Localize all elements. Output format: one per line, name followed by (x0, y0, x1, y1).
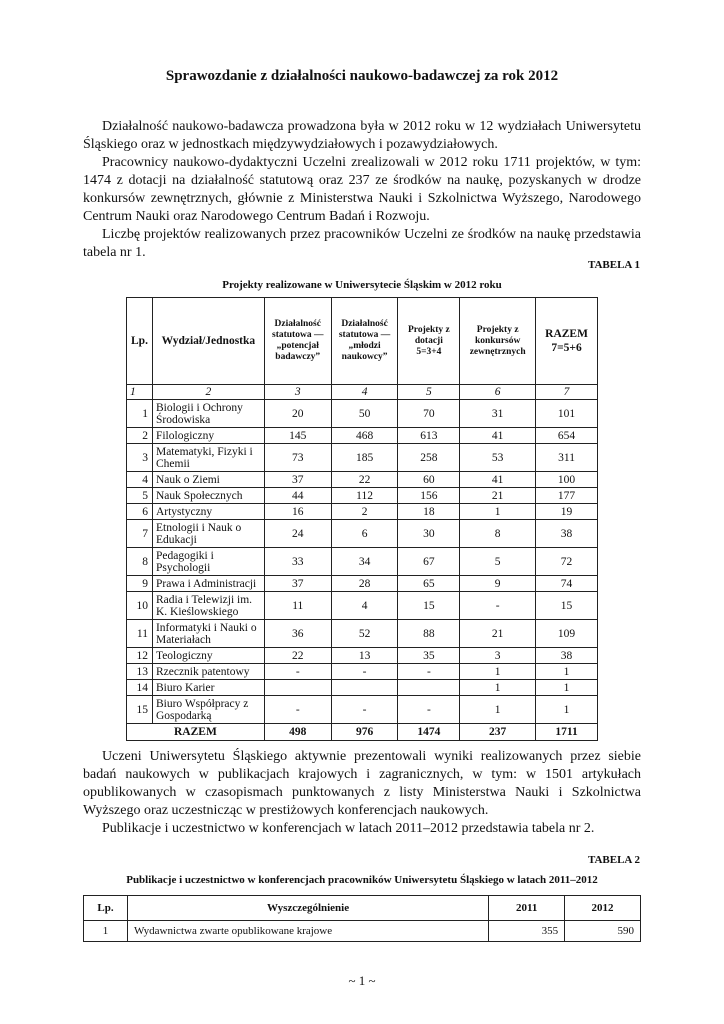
after-paragraph-2: Publikacje i uczestnictwo w konferencjach w latach 2011–2012 przedstawia tabela nr 2. (102, 821, 595, 836)
total-potential: 498 (264, 724, 331, 741)
table1-label: TABELA 1 (587, 259, 640, 271)
row-potential (264, 680, 331, 696)
row-young: 34 (331, 548, 398, 576)
total-sum: 1711 (536, 724, 598, 741)
table-row (127, 400, 598, 428)
row-lp: 15 (127, 696, 153, 724)
table2-label: TABELA 2 (587, 854, 640, 866)
row-total: 109 (536, 620, 598, 648)
row-external: 3 (460, 648, 536, 664)
row-young: 2 (331, 504, 398, 520)
row-external: 21 (460, 620, 536, 648)
page-number: ~ 1 ~ (348, 973, 376, 988)
row-grants: 65 (398, 576, 460, 592)
table-row (127, 648, 598, 664)
col-header-2012: 2012 (565, 896, 641, 921)
row-young: 52 (331, 620, 398, 648)
row-grants: - (398, 664, 460, 680)
row-lp: 14 (127, 680, 153, 696)
table-row (127, 428, 598, 444)
column-index-row (127, 385, 598, 400)
intro-paragraph-2: Pracownicy naukowo-dydaktyczni Uczelni zrealizowali w 2012 roku 1711 projektów, w tym: 1474 z dotacji na działalność statutową oraz 237 ze środków na naukę, pozyskanych w drodze konkursów zewnętrznych, głównie z Ministerstwa Nauki i Szkolnictwa Wyższego, Narodowego Centrum Nauki oraz Narodowego Centrum Badań i Rozwoju. (83, 155, 641, 224)
index-cell: 3 (264, 385, 331, 400)
row-total: 654 (536, 428, 598, 444)
row-total: 15 (536, 592, 598, 620)
row-total: 100 (536, 472, 598, 488)
row-unit-name: Biologii i Ochrony Środowiska (152, 400, 264, 428)
publications-table (83, 895, 641, 942)
col-header-total: RAZEM 7=5+6 (536, 298, 598, 385)
row-grants: - (398, 696, 460, 724)
row-external: 1 (460, 696, 536, 724)
row-grants: 156 (398, 488, 460, 504)
table-row (127, 576, 598, 592)
col-header-young: Działalność statutowa — „młodzi naukowcy” (331, 298, 398, 385)
row-unit-name: Nauk Społecznych (152, 488, 264, 504)
row-total: 19 (536, 504, 598, 520)
table-row (127, 444, 598, 472)
row-lp: 7 (127, 520, 153, 548)
row-unit-name: Artystyczny (152, 504, 264, 520)
row-lp: 13 (127, 664, 153, 680)
row-grants: 60 (398, 472, 460, 488)
row-grants: 258 (398, 444, 460, 472)
table2-header-row (84, 896, 641, 921)
row-young: 185 (331, 444, 398, 472)
row-external: 1 (460, 504, 536, 520)
col-header-2011: 2011 (489, 896, 565, 921)
row-grants: 30 (398, 520, 460, 548)
row-2011: 355 (489, 921, 565, 942)
table2-caption: Publikacje i uczestnictwo w konferencjach pracowników Uniwersytetu Śląskiego w latach 2011–2012 (126, 874, 598, 886)
after-paragraph-1: Uczeni Uniwersytetu Śląskiego aktywnie prezentowali wyniki realizowanych przez siebie badań naukowych w publikacjach krajowych i zagranicznych, w tym: w 1501 artykułach opublikowanych w czasopismach punktowanych z listy Ministerstwa Nauki i Szkolnictwa Wyższego oraz uczestnicząc w prestiżowych konferencjach naukowych. (83, 749, 641, 818)
row-total: 1 (536, 680, 598, 696)
table-row (127, 520, 598, 548)
row-potential: 145 (264, 428, 331, 444)
index-cell: 1 (127, 385, 153, 400)
row-potential: 73 (264, 444, 331, 472)
row-external: 41 (460, 428, 536, 444)
row-potential: 44 (264, 488, 331, 504)
row-external: 31 (460, 400, 536, 428)
row-unit-name: Prawa i Administracji (152, 576, 264, 592)
row-grants (398, 680, 460, 696)
total-grants: 1474 (398, 724, 460, 741)
row-grants: 67 (398, 548, 460, 576)
row-lp: 3 (127, 444, 153, 472)
row-total: 38 (536, 520, 598, 548)
row-potential: 36 (264, 620, 331, 648)
row-potential: 24 (264, 520, 331, 548)
row-unit-name: Pedagogiki i Psychologii (152, 548, 264, 576)
row-young: 13 (331, 648, 398, 664)
row-description: Wydawnictwa zwarte opublikowane krajowe (127, 921, 488, 942)
row-external: 21 (460, 488, 536, 504)
row-lp: 8 (127, 548, 153, 576)
row-total: 1 (536, 696, 598, 724)
row-unit-name: Biuro Współpracy z Gospodarką (152, 696, 264, 724)
table-header-row (127, 298, 598, 385)
row-external: - (460, 592, 536, 620)
row-unit-name: Rzecznik patentowy (152, 664, 264, 680)
row-young: 50 (331, 400, 398, 428)
row-potential: 11 (264, 592, 331, 620)
row-young: - (331, 696, 398, 724)
row-unit-name: Biuro Karier (152, 680, 264, 696)
col-header-unit: Wydział/Jednostka (152, 298, 264, 385)
row-grants: 88 (398, 620, 460, 648)
row-potential: 20 (264, 400, 331, 428)
table-row (127, 664, 598, 680)
index-cell: 2 (152, 385, 264, 400)
row-lp: 5 (127, 488, 153, 504)
row-unit-name: Etnologii i Nauk o Edukacji (152, 520, 264, 548)
row-external: 5 (460, 548, 536, 576)
row-total: 101 (536, 400, 598, 428)
row-external: 1 (460, 664, 536, 680)
col-header-grants: Projekty z dotacji 5=3+4 (398, 298, 460, 385)
row-grants: 35 (398, 648, 460, 664)
table-row (84, 921, 641, 942)
row-potential: 16 (264, 504, 331, 520)
row-young: 22 (331, 472, 398, 488)
index-cell: 6 (460, 385, 536, 400)
row-unit-name: Nauk o Ziemi (152, 472, 264, 488)
col-header-lp: Lp. (84, 896, 128, 921)
row-young: 468 (331, 428, 398, 444)
col-header-potential: Działalność statutowa — „potencjał badawczy” (264, 298, 331, 385)
intro-paragraph-3: Liczbę projektów realizowanych przez pracowników Uczelni ze środków na naukę przedstawia tabela nr 1. (83, 227, 641, 260)
row-young (331, 680, 398, 696)
row-grants: 15 (398, 592, 460, 620)
table-row (127, 504, 598, 520)
row-total: 72 (536, 548, 598, 576)
table-row (127, 472, 598, 488)
table-row (127, 620, 598, 648)
row-grants: 18 (398, 504, 460, 520)
row-unit-name: Teologiczny (152, 648, 264, 664)
col-header-external: Projekty z konkursów zewnętrznych (460, 298, 536, 385)
index-cell: 5 (398, 385, 460, 400)
row-lp: 4 (127, 472, 153, 488)
total-label: RAZEM (127, 724, 265, 741)
row-lp: 1 (84, 921, 128, 942)
row-potential: - (264, 696, 331, 724)
table-row (127, 548, 598, 576)
row-young: 28 (331, 576, 398, 592)
total-young: 976 (331, 724, 398, 741)
row-total: 311 (536, 444, 598, 472)
row-external: 41 (460, 472, 536, 488)
row-young: 112 (331, 488, 398, 504)
row-potential: - (264, 664, 331, 680)
table-row (127, 696, 598, 724)
index-cell: 7 (536, 385, 598, 400)
row-external: 1 (460, 680, 536, 696)
table-row (127, 680, 598, 696)
table-total-row (127, 724, 598, 741)
row-potential: 37 (264, 576, 331, 592)
row-lp: 12 (127, 648, 153, 664)
col-header-description: Wyszczególnienie (127, 896, 488, 921)
row-total: 74 (536, 576, 598, 592)
row-grants: 70 (398, 400, 460, 428)
row-potential: 33 (264, 548, 331, 576)
row-potential: 37 (264, 472, 331, 488)
row-grants: 613 (398, 428, 460, 444)
row-2012: 590 (565, 921, 641, 942)
total-external: 237 (460, 724, 536, 741)
row-total: 177 (536, 488, 598, 504)
row-external: 53 (460, 444, 536, 472)
row-young: - (331, 664, 398, 680)
row-lp: 9 (127, 576, 153, 592)
row-external: 9 (460, 576, 536, 592)
row-lp: 2 (127, 428, 153, 444)
row-unit-name: Matematyki, Fizyki i Chemii (152, 444, 264, 472)
col-header-lp: Lp. (127, 298, 153, 385)
row-total: 1 (536, 664, 598, 680)
intro-paragraph-1: Działalność naukowo-badawcza prowadzona była w 2012 roku w 12 wydziałach Uniwersytetu Śląskiego oraz w jednostkach międzywydziałowych i pozawydziałowych. (83, 119, 641, 152)
row-young: 6 (331, 520, 398, 548)
page-title: Sprawozdanie z działalności naukowo-badawczej za rok 2012 (165, 68, 559, 84)
row-unit-name: Filologiczny (152, 428, 264, 444)
row-external: 8 (460, 520, 536, 548)
projects-table (126, 297, 598, 741)
row-total: 38 (536, 648, 598, 664)
row-lp: 10 (127, 592, 153, 620)
table1-caption: Projekty realizowane w Uniwersytecie Śląskim w 2012 roku (222, 279, 502, 291)
table-row (127, 592, 598, 620)
row-potential: 22 (264, 648, 331, 664)
table-row (127, 488, 598, 504)
row-young: 4 (331, 592, 398, 620)
index-cell: 4 (331, 385, 398, 400)
row-lp: 1 (127, 400, 153, 428)
row-unit-name: Informatyki i Nauki o Materiałach (152, 620, 264, 648)
row-lp: 11 (127, 620, 153, 648)
row-lp: 6 (127, 504, 153, 520)
row-unit-name: Radia i Telewizji im. K. Kieślowskiego (152, 592, 264, 620)
